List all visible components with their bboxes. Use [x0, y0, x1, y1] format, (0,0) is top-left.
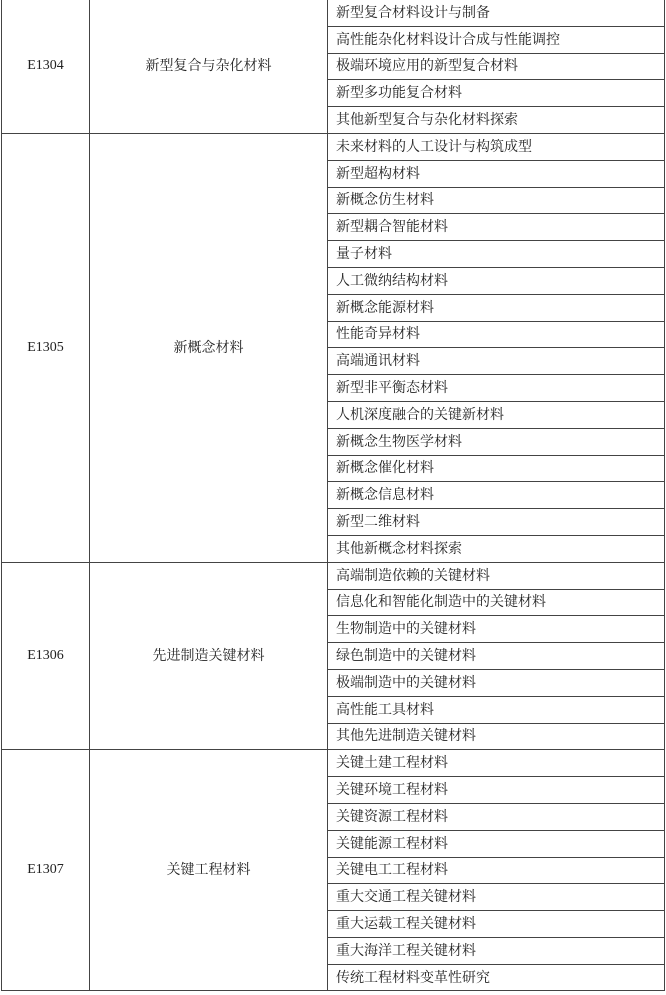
category-name-cell: 先进制造关键材料	[90, 562, 328, 750]
table-row	[2, 562, 665, 589]
category-name-cell: 关键工程材料	[90, 750, 328, 991]
subcategory-cell: 新概念信息材料	[328, 482, 665, 509]
subcategory-cell: 关键土建工程材料	[328, 750, 665, 777]
subcategory-cell: 传统工程材料变革性研究	[328, 964, 665, 991]
classification-table-body	[2, 0, 665, 991]
table-row	[2, 133, 665, 160]
category-code-cell: E1306	[2, 562, 90, 750]
subcategory-cell: 重大运载工程关键材料	[328, 911, 665, 938]
subcategory-cell: 极端制造中的关键材料	[328, 669, 665, 696]
subcategory-cell: 关键能源工程材料	[328, 830, 665, 857]
subcategory-cell: 新型非平衡态材料	[328, 375, 665, 402]
subcategory-cell: 高性能工具材料	[328, 696, 665, 723]
subcategory-cell: 高端制造依赖的关键材料	[328, 562, 665, 589]
subcategory-cell: 新概念催化材料	[328, 455, 665, 482]
subcategory-cell: 关键环境工程材料	[328, 777, 665, 804]
subcategory-cell: 极端环境应用的新型复合材料	[328, 53, 665, 80]
category-code-cell: E1307	[2, 750, 90, 991]
table-row	[2, 0, 665, 26]
category-code-cell: E1304	[2, 0, 90, 133]
subcategory-cell: 高端通讯材料	[328, 348, 665, 375]
subcategory-cell: 新型复合材料设计与制备	[328, 0, 665, 26]
subcategory-cell: 性能奇异材料	[328, 321, 665, 348]
subcategory-cell: 新型超构材料	[328, 160, 665, 187]
subcategory-cell: 其他先进制造关键材料	[328, 723, 665, 750]
subcategory-cell: 关键电工工程材料	[328, 857, 665, 884]
subcategory-cell: 绿色制造中的关键材料	[328, 643, 665, 670]
subcategory-cell: 人工微纳结构材料	[328, 267, 665, 294]
subcategory-cell: 重大海洋工程关键材料	[328, 937, 665, 964]
subcategory-cell: 重大交通工程关键材料	[328, 884, 665, 911]
subcategory-cell: 新型耦合智能材料	[328, 214, 665, 241]
category-name-cell: 新概念材料	[90, 133, 328, 562]
subcategory-cell: 其他新概念材料探索	[328, 535, 665, 562]
subcategory-cell: 未来材料的人工设计与构筑成型	[328, 133, 665, 160]
category-name-cell: 新型复合与杂化材料	[90, 0, 328, 133]
subcategory-cell: 新概念能源材料	[328, 294, 665, 321]
subcategory-cell: 信息化和智能化制造中的关键材料	[328, 589, 665, 616]
subcategory-cell: 新型二维材料	[328, 509, 665, 536]
subcategory-cell: 其他新型复合与杂化材料探索	[328, 107, 665, 134]
subcategory-cell: 生物制造中的关键材料	[328, 616, 665, 643]
subcategory-cell: 量子材料	[328, 241, 665, 268]
subcategory-cell: 新概念生物医学材料	[328, 428, 665, 455]
subcategory-cell: 关键资源工程材料	[328, 803, 665, 830]
subcategory-cell: 高性能杂化材料设计合成与性能调控	[328, 26, 665, 53]
subcategory-cell: 新概念仿生材料	[328, 187, 665, 214]
subcategory-cell: 新型多功能复合材料	[328, 80, 665, 107]
subcategory-cell: 人机深度融合的关键新材料	[328, 401, 665, 428]
table-row	[2, 750, 665, 777]
category-code-cell: E1305	[2, 133, 90, 562]
classification-table	[1, 0, 665, 991]
